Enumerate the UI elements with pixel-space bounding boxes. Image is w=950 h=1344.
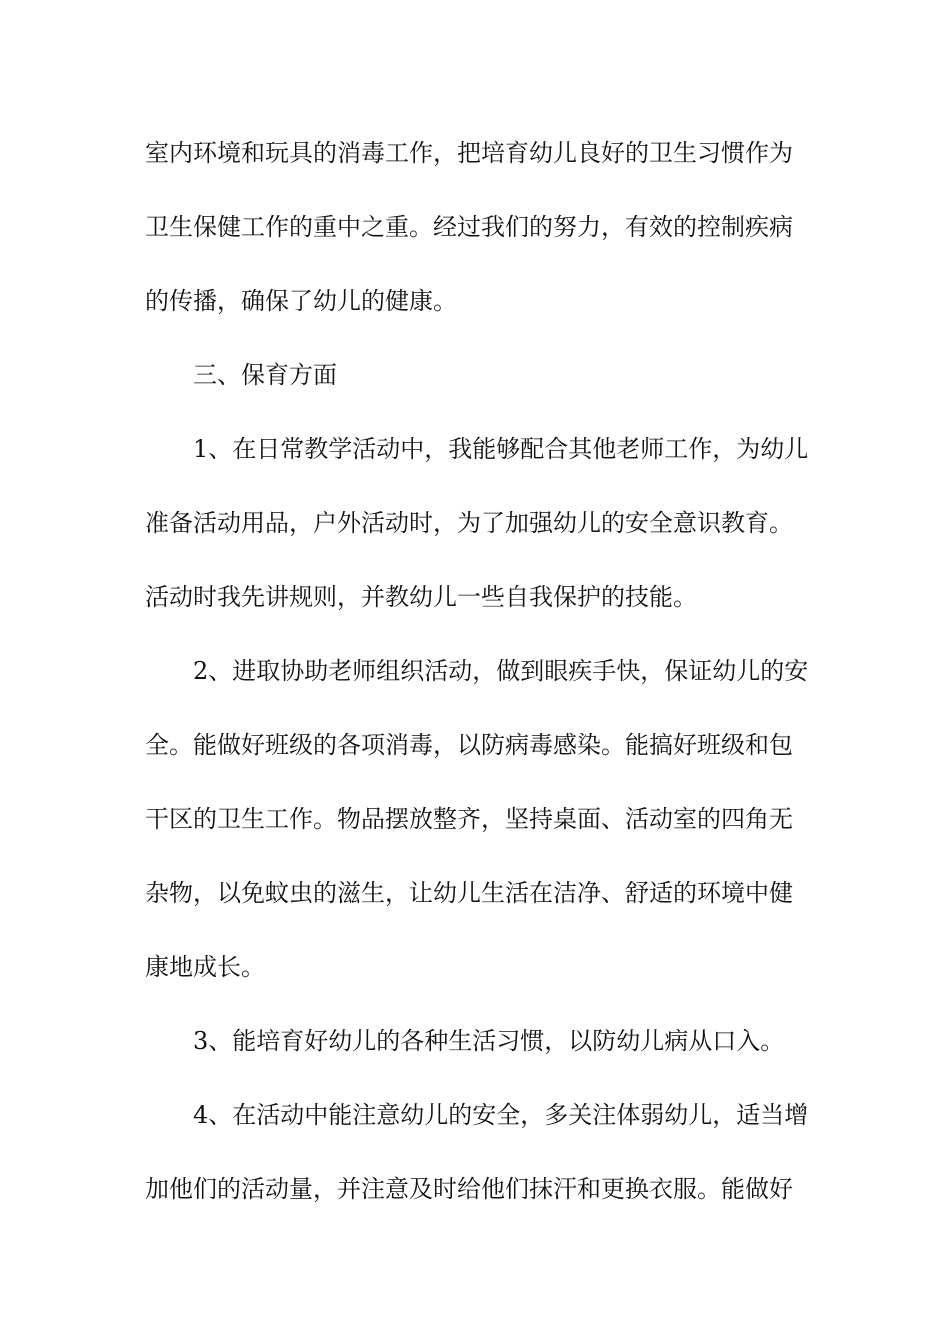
text-line: 1、在日常教学活动中，我能够配合其他老师工作，为幼儿 — [193, 435, 809, 463]
text-line: 加他们的活动量，并注意及时给他们抹汗和更换衣服。能做好 — [145, 1175, 793, 1203]
text-line: 4、在活动中能注意幼儿的安全，多关注体弱幼儿，适当增 — [193, 1101, 809, 1129]
section-heading: 三、保育方面 — [193, 361, 337, 389]
text-line: 卫生保健工作的重中之重。经过我们的努力，有效的控制疾病 — [145, 213, 793, 241]
text-line: 杂物，以免蚊虫的滋生，让幼儿生活在洁净、舒适的环境中健 — [145, 879, 793, 907]
text-line: 活动时我先讲规则，并教幼儿一些自我保护的技能。 — [145, 583, 697, 611]
text-line: 准备活动用品，户外活动时，为了加强幼儿的安全意识教育。 — [145, 509, 793, 537]
text-line: 全。能做好班级的各项消毒，以防病毒感染。能搞好班级和包 — [145, 731, 793, 759]
text-line: 3、能培育好幼儿的各种生活习惯，以防幼儿病从口入。 — [193, 1027, 785, 1055]
text-line: 干区的卫生工作。物品摆放整齐，坚持桌面、活动室的四角无 — [145, 805, 793, 833]
text-line: 2、进取协助老师组织活动，做到眼疾手快，保证幼儿的安 — [193, 657, 809, 685]
text-line: 室内环境和玩具的消毒工作，把培育幼儿良好的卫生习惯作为 — [145, 139, 793, 167]
text-line: 康地成长。 — [145, 953, 265, 981]
text-line: 的传播，确保了幼儿的健康。 — [145, 287, 457, 315]
